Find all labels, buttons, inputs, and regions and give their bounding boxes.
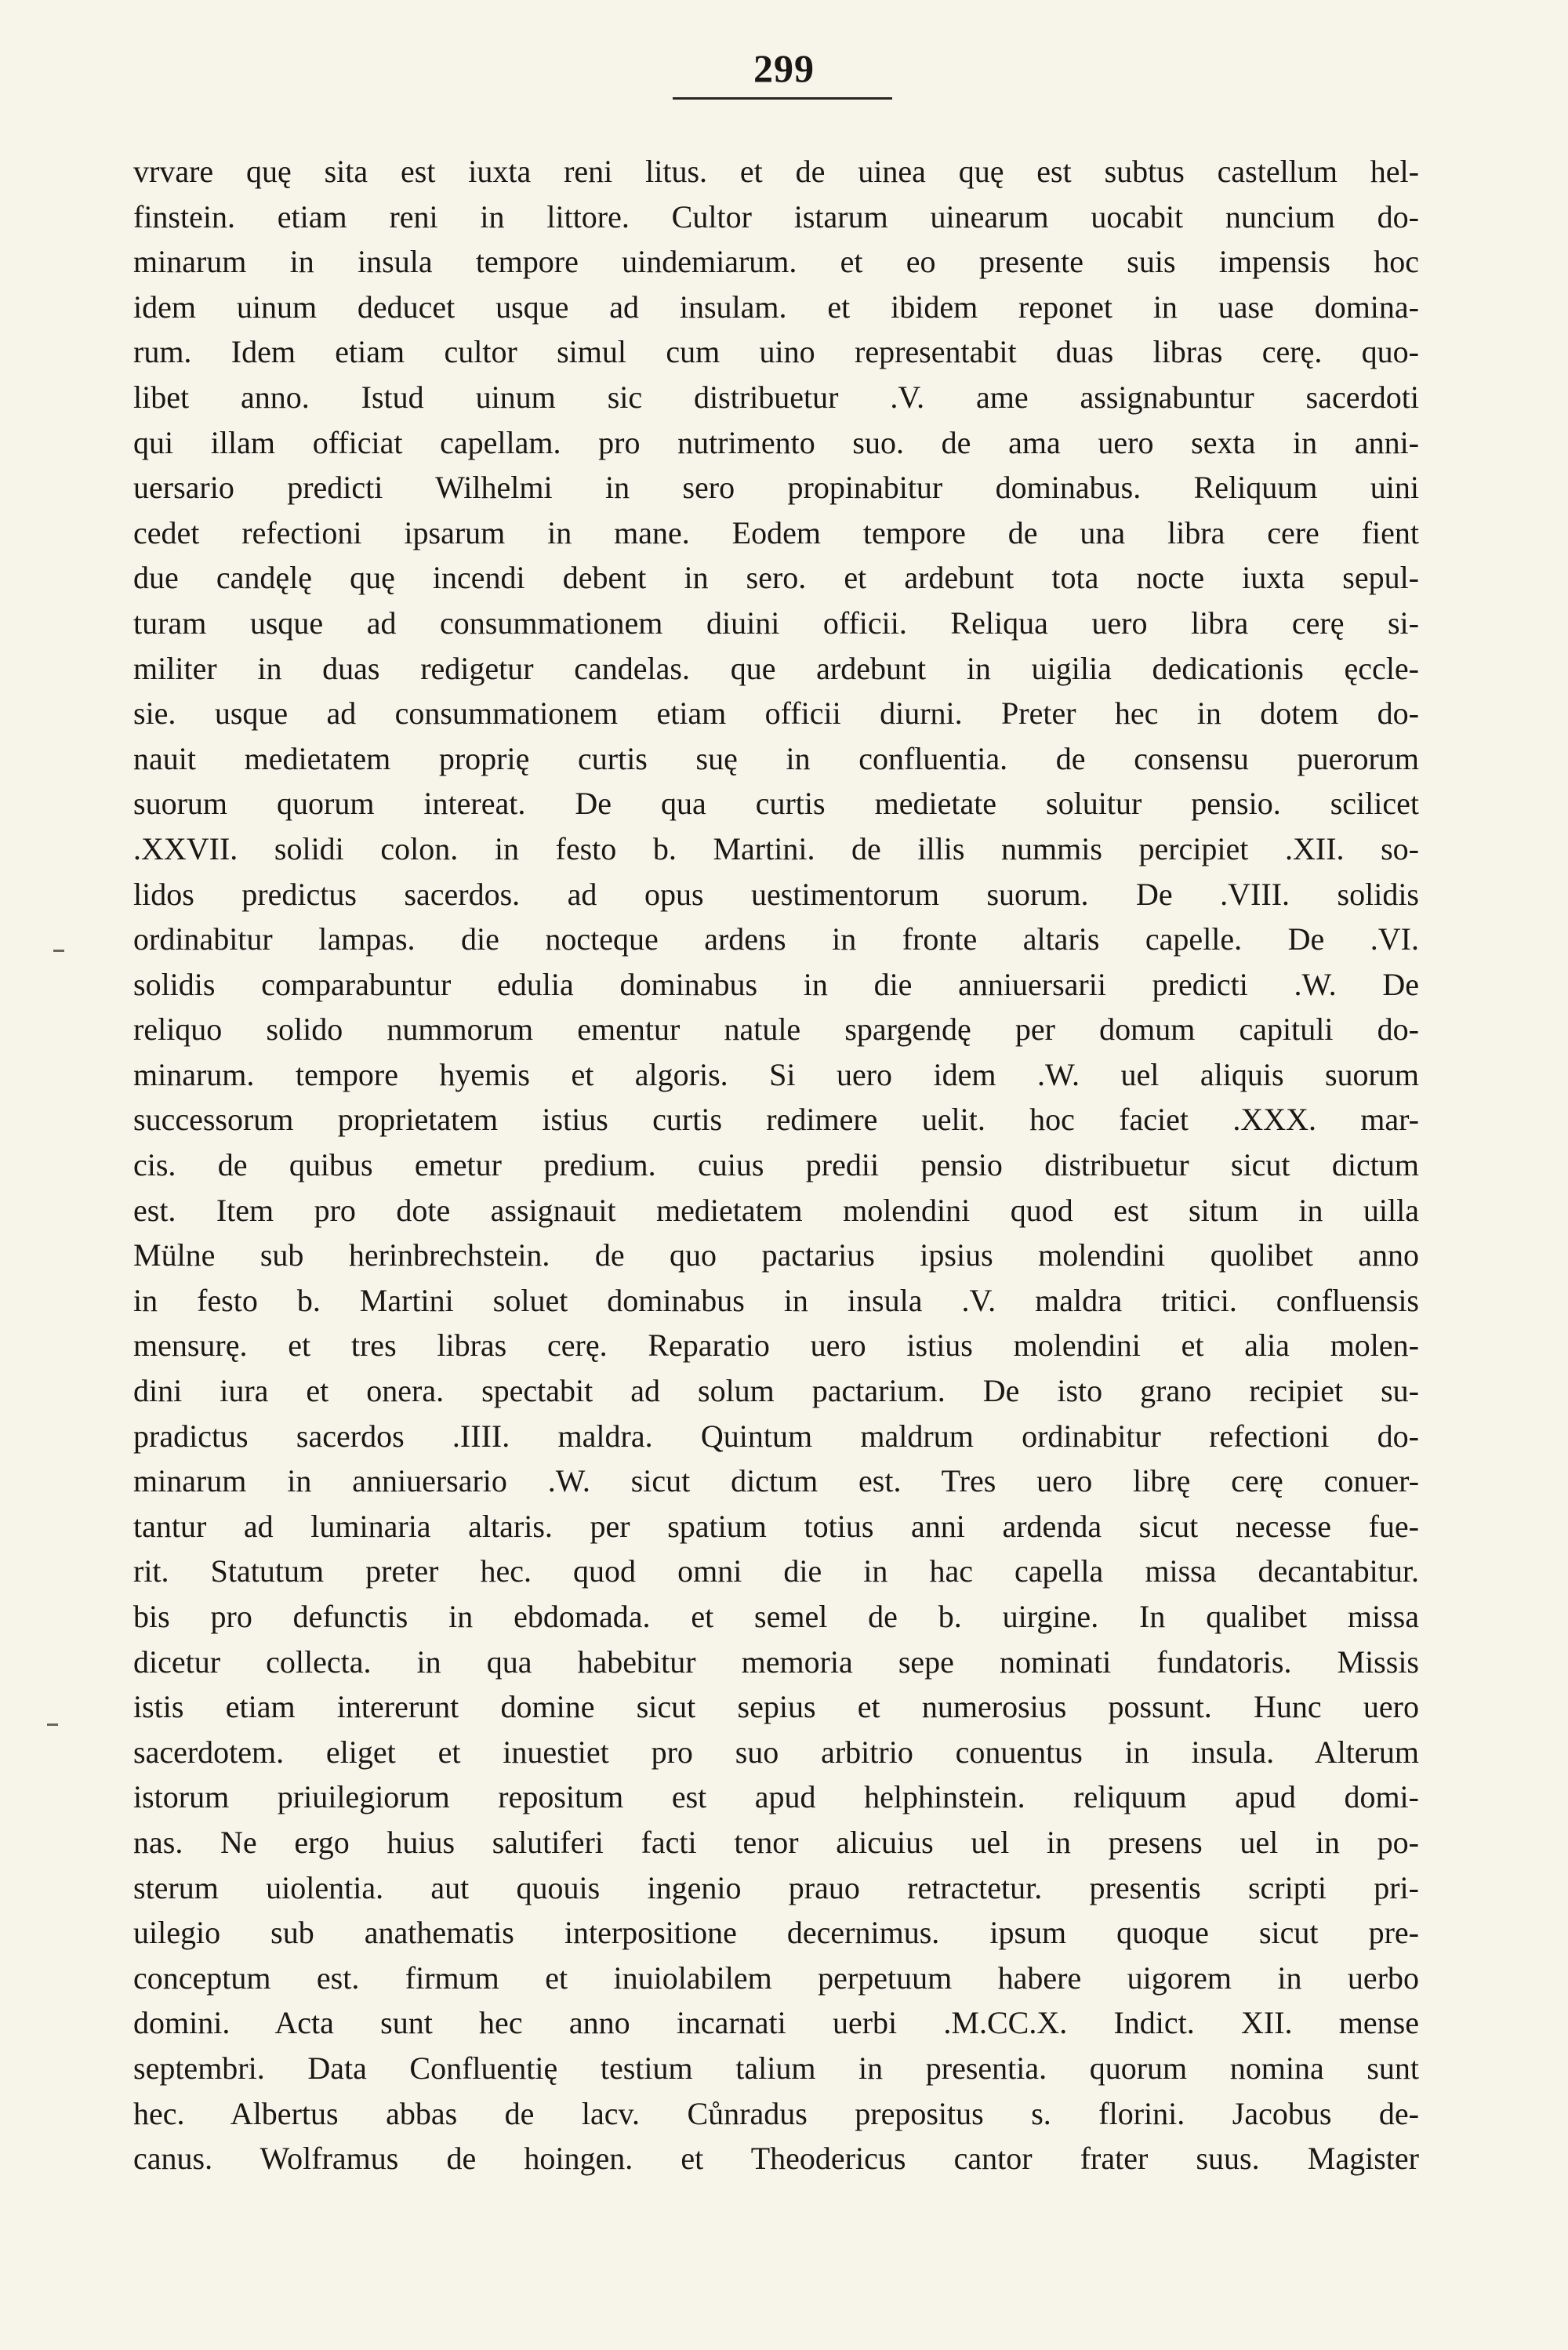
text-line: canus. Wolframus de hoingen. et Theodericus cantor frater suus. Magister xyxy=(133,2141,1419,2177)
text-line: pradictus sacerdos .IIII. maldra. Quintum maldrum ordinabitur refectioni do- xyxy=(133,1418,1419,1454)
text-line: due candęlę quę incendi debent in sero. et ardebunt tota nocte iuxta sepul- xyxy=(133,560,1419,596)
text-line: sacerdotem. eliget et inuestiet pro suo arbitrio conuentus in insula. Alterum xyxy=(133,1734,1419,1770)
text-line: sterum uiolentia. aut quouis ingenio prauo retractetur. presentis scripti pri- xyxy=(133,1869,1419,1905)
text-line: septembri. Data Confluentię testium talium in presentia. quorum nomina sunt xyxy=(133,2050,1419,2086)
text-line: in festo b. Martini soluet dominabus in insula .V. maldra tritici. confluensis xyxy=(133,1282,1419,1318)
text-line: cedet refectioni ipsarum in mane. Eodem tempore de una libra cere fient xyxy=(133,514,1419,550)
text-line: dini iura et onera. spectabit ad solum pactarium. De isto grano recipiet su- xyxy=(133,1373,1419,1409)
text-line: minarum in insula tempore uindemiarum. et eo presente suis impensis hoc xyxy=(133,244,1419,280)
text-line: bis pro defunctis in ebdomada. et semel de b. uirgine. In qualibet missa xyxy=(133,1599,1419,1634)
text-line: istorum priuilegiorum repositum est apud helphinstein. reliquum apud domi- xyxy=(133,1779,1419,1815)
text-line: conceptum est. firmum et inuiolabilem perpetuum habere uigorem in uerbo xyxy=(133,1960,1419,1996)
text-line: suorum quorum intereat. De qua curtis medietate soluitur pensio. scilicet xyxy=(133,786,1419,822)
text-line: minarum. tempore hyemis et algoris. Si uero idem .W. uel aliquis suorum xyxy=(133,1056,1419,1092)
page-number: 299 xyxy=(753,46,815,90)
text-line: qui illam officiat capellam. pro nutrimento suo. de ama uero sexta in anni- xyxy=(133,424,1419,460)
text-line: lidos predictus sacerdos. ad opus uestimentorum suorum. De .VIII. solidis xyxy=(133,876,1419,912)
text-line: est. Item pro dote assignauit medietatem molendini quod est situm in uilla xyxy=(133,1192,1419,1228)
text-line: Mülne sub herinbrechstein. de quo pactarius ipsius molendini quolibet anno xyxy=(133,1237,1419,1273)
margin-mark xyxy=(53,950,64,952)
text-line: idem uinum deducet usque ad insulam. et ibidem reponet in uase domina- xyxy=(133,289,1419,325)
text-line: minarum in anniuersario .W. sicut dictum est. Tres uero librę cerę conuer- xyxy=(133,1463,1419,1499)
text-line: ordinabitur lampas. die nocteque ardens in fronte altaris capelle. De .VI. xyxy=(133,921,1419,957)
text-line: istis etiam intererunt domine sicut sepius et numerosius possunt. Hunc uero xyxy=(133,1689,1419,1725)
text-line: hec. Albertus abbas de lacv. Cůnradus prepositus s. florini. Jacobus de- xyxy=(133,2095,1419,2131)
text-line: finstein. etiam reni in littore. Cultor istarum uinearum uocabit nuncium do- xyxy=(133,198,1419,234)
text-line: militer in duas redigetur candelas. que ardebunt in uigilia dedicationis ęccle- xyxy=(133,650,1419,686)
text-line: solidis comparabuntur edulia dominabus in die anniuersarii predicti .W. De xyxy=(133,966,1419,1002)
text-line: .XXVII. solidi colon. in festo b. Martini. de illis nummis percipiet .XII. so- xyxy=(133,830,1419,866)
header-rule xyxy=(673,97,892,100)
text-line: rum. Idem etiam cultor simul cum uino representabit duas libras cerę. quo- xyxy=(133,334,1419,370)
text-line: mensurę. et tres libras cerę. Reparatio uero istius molendini et alia molen- xyxy=(133,1328,1419,1364)
text-line: sie. usque ad consummationem etiam officii diurni. Preter hec in dotem do- xyxy=(133,696,1419,732)
margin-mark xyxy=(47,1723,58,1726)
text-line: turam usque ad consummationem diuini officii. Reliqua uero libra cerę si- xyxy=(133,605,1419,641)
text-line: cis. de quibus emetur predium. cuius predii pensio distribuetur sicut dictum xyxy=(133,1147,1419,1183)
body-text xyxy=(133,149,1419,2181)
text-line: vrvare quę sita est iuxta reni litus. et de uinea quę est subtus castellum hel- xyxy=(133,154,1419,189)
text-line: tantur ad luminaria altaris. per spatium totius anni ardenda sicut necesse fue- xyxy=(133,1508,1419,1544)
text-line: rit. Statutum preter hec. quod omni die in hac capella missa decantabitur. xyxy=(133,1553,1419,1589)
text-line: uilegio sub anathematis interpositione decernimus. ipsum quoque sicut pre- xyxy=(133,1915,1419,1951)
text-line: libet anno. Istud uinum sic distribuetur .V. ame assignabuntur sacerdoti xyxy=(133,379,1419,415)
text-line: domini. Acta sunt hec anno incarnati uerbi .M.CC.X. Indict. XII. mense xyxy=(133,2005,1419,2041)
text-line: dicetur collecta. in qua habebitur memoria sepe nominati fundatoris. Missis xyxy=(133,1644,1419,1680)
text-line: reliquo solido nummorum ementur natule spargendę per domum capituli do- xyxy=(133,1012,1419,1048)
text-line: nas. Ne ergo huius salutiferi facti tenor alicuius uel in presens uel in po- xyxy=(133,1824,1419,1860)
text-line: uersario predicti Wilhelmi in sero propinabitur dominabus. Reliquum uini xyxy=(133,470,1419,506)
text-line: nauit medietatem proprię curtis suę in confluentia. de consensu puerorum xyxy=(133,740,1419,776)
text-line: successorum proprietatem istius curtis redimere uelit. hoc faciet .XXX. mar- xyxy=(133,1102,1419,1138)
